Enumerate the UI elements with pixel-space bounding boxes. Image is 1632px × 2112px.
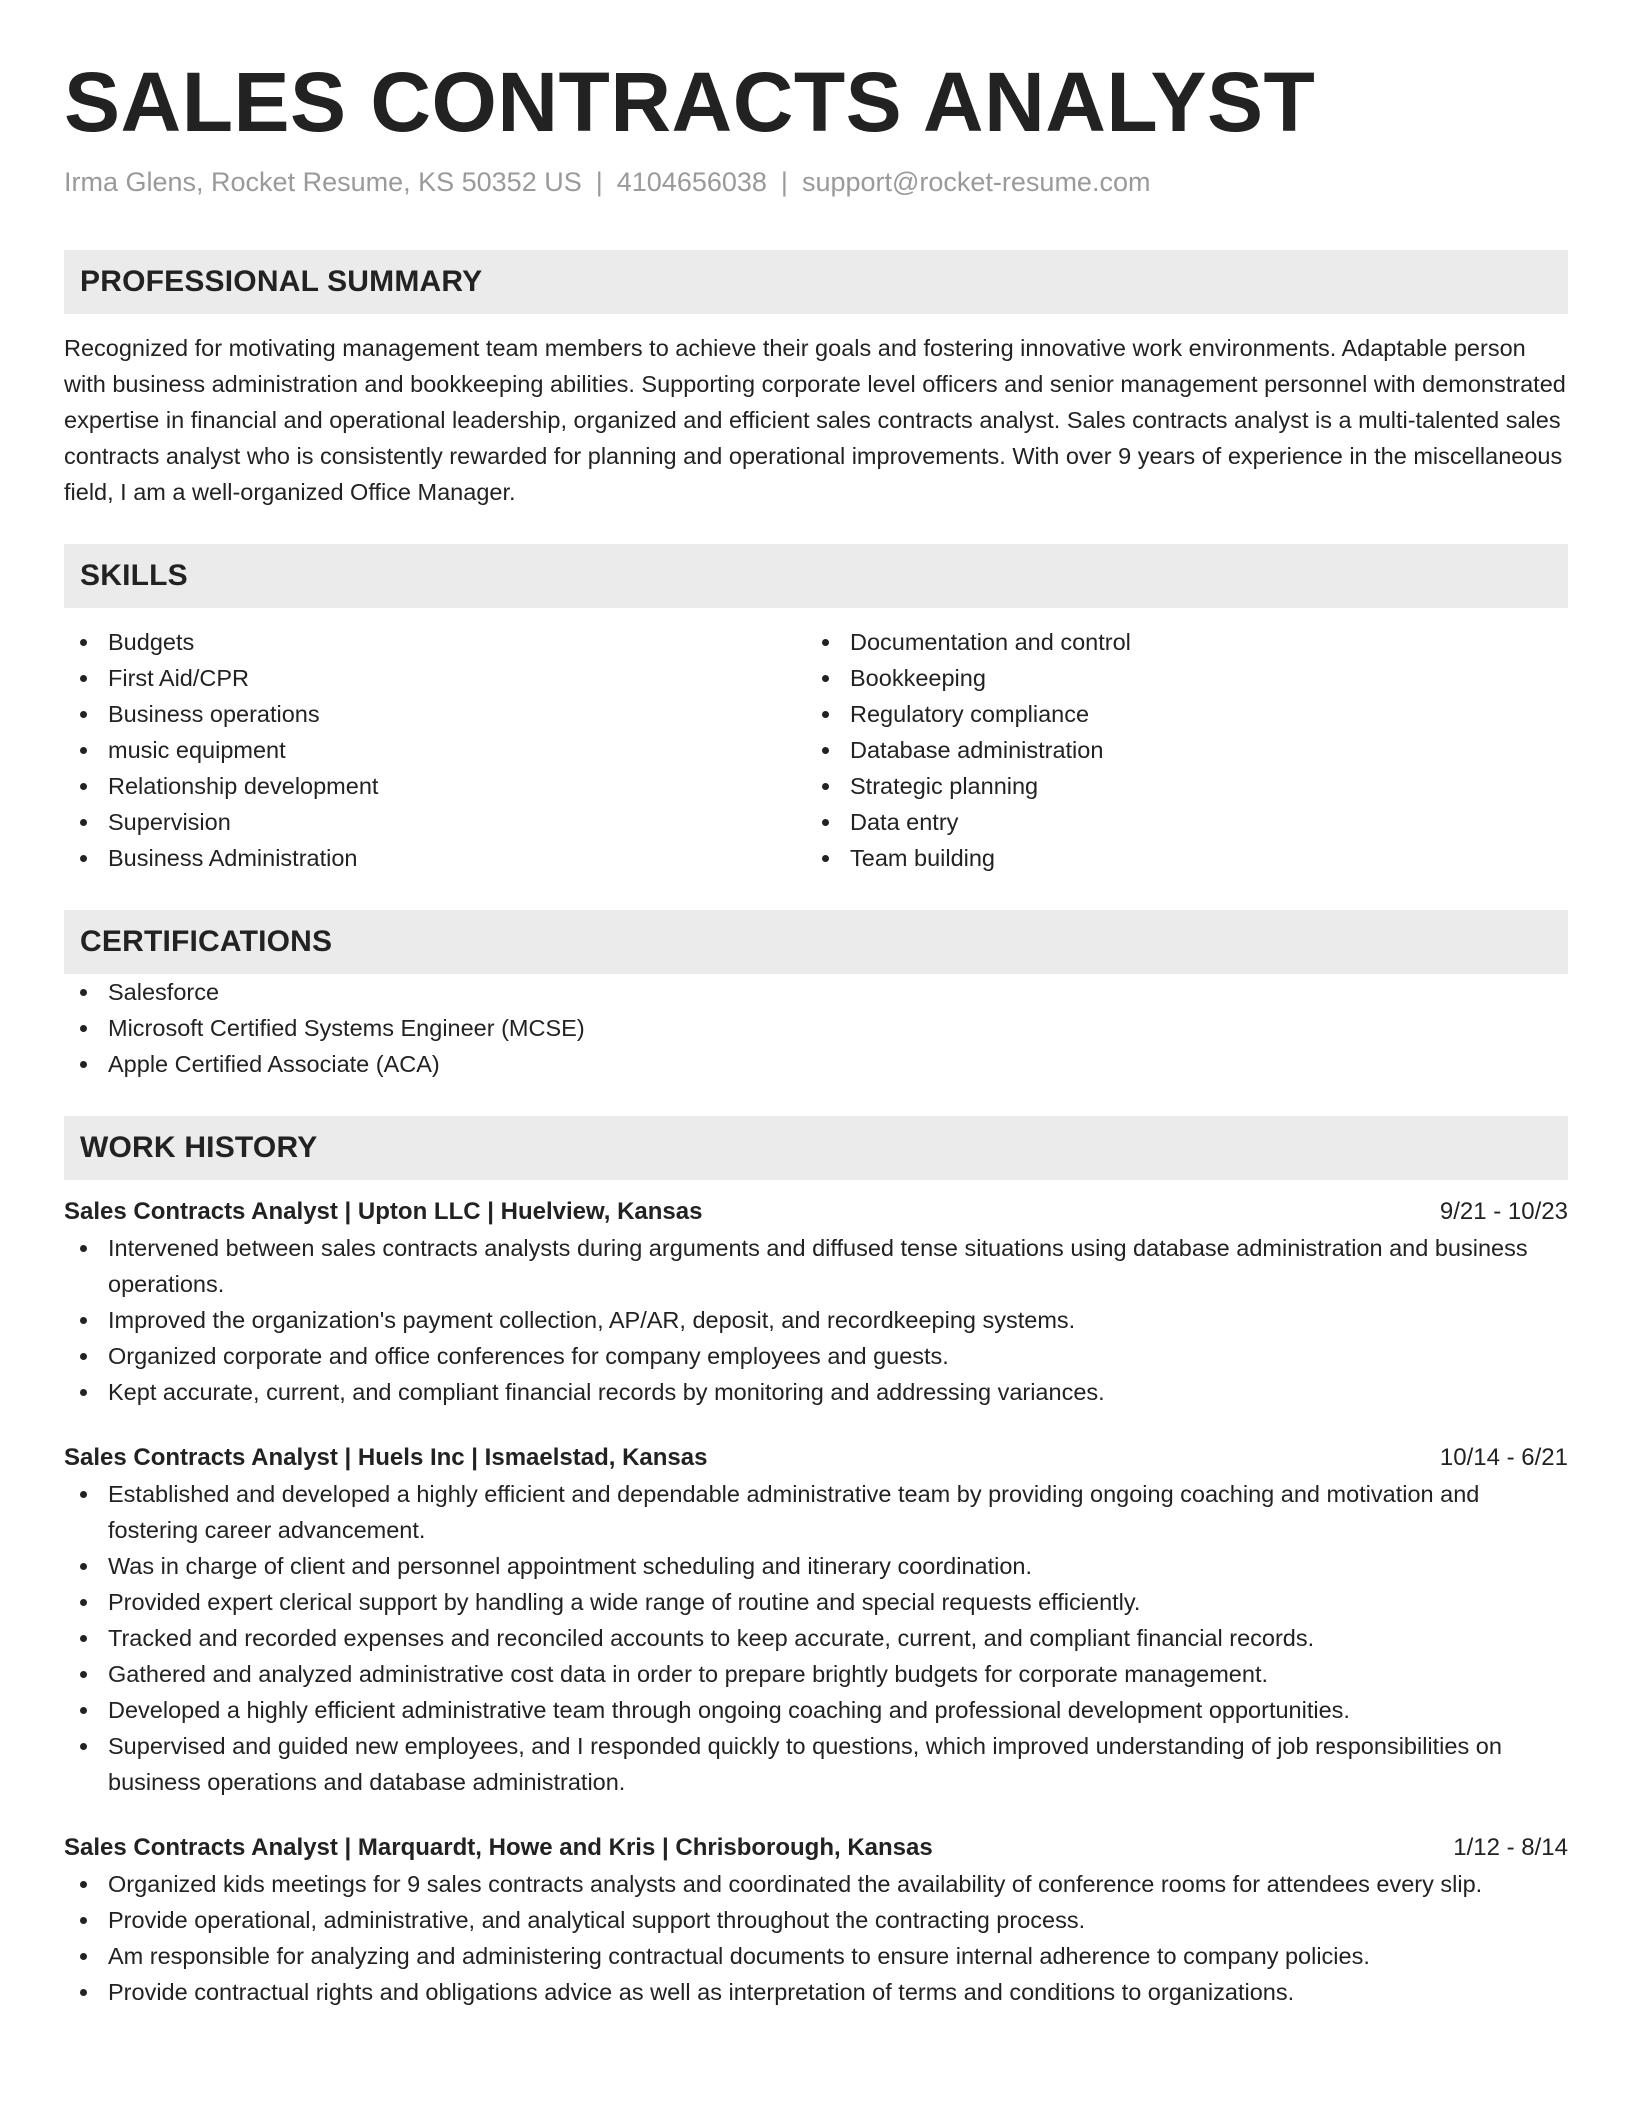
skill-item: Documentation and control	[806, 624, 1548, 660]
skills-list	[64, 624, 1568, 876]
skill-item: Business Administration	[64, 840, 806, 876]
skills-section-header	[64, 544, 1568, 608]
skills-column-right	[806, 624, 1548, 876]
job-header	[64, 1194, 1568, 1230]
job-duty-item: Was in charge of client and personnel appointment scheduling and itinerary coordination.	[64, 1548, 1568, 1584]
skills-left-list	[64, 624, 806, 876]
job-duty-item: Organized kids meetings for 9 sales contracts analysts and coordinated the availability of conference rooms for attendees every slip.	[64, 1866, 1568, 1902]
skill-item: Regulatory compliance	[806, 696, 1548, 732]
section-title-skills: SKILLS	[80, 559, 188, 592]
skills-right-list	[806, 624, 1548, 876]
job-duty-item: Supervised and guided new employees, and I responded quickly to questions, which improved understanding of job responsibilities on business operations and database administration.	[64, 1728, 1568, 1800]
job-duty-item: Gathered and analyzed administrative cost data in order to prepare brightly budgets for corporate management.	[64, 1656, 1568, 1692]
summary-text: Recognized for motivating management team members to achieve their goals and fostering innovative work environments. Adaptable person with business administration and bookkeeping abilities. Supporting corporate level officers and senior management personnel with demonstrated expertise in financial and operational leadership, organized and efficient sales contracts analyst. Sales contracts analyst is a multi-talented sales contracts analyst who is consistently rewarded for planning and operational improvements. With over 9 years of experience in the miscellaneous field, I am a well-organized Office Manager.	[64, 335, 1566, 505]
section-title-work-history: WORK HISTORY	[80, 1131, 318, 1164]
skill-item: Budgets	[64, 624, 806, 660]
job-duty-item: Organized corporate and office conferences for company employees and guests.	[64, 1338, 1568, 1374]
certifications-list	[64, 974, 1568, 1082]
skill-item: Data entry	[806, 804, 1548, 840]
job-duty-item: Am responsible for analyzing and administering contractual documents to ensure internal adherence to company policies.	[64, 1938, 1568, 1974]
job-entry	[64, 1440, 1568, 1800]
job-dates: 9/21 - 10/23	[1439, 1198, 1568, 1225]
work-history-section-header	[64, 1116, 1568, 1180]
contact-line	[64, 164, 1568, 200]
job-title: Sales Contracts Analyst | Upton LLC | Huelview, Kansas	[64, 1198, 703, 1225]
section-title-certifications: CERTIFICATIONS	[80, 925, 333, 958]
certification-item: Salesforce	[64, 974, 1568, 1010]
certification-item: Microsoft Certified Systems Engineer (MCSE)	[64, 1010, 1568, 1046]
contact-address: Irma Glens, Rocket Resume, KS 50352 US	[64, 167, 582, 197]
skill-item: Relationship development	[64, 768, 806, 804]
job-duty-item: Tracked and recorded expenses and reconciled accounts to keep accurate, current, and compliant financial records.	[64, 1620, 1568, 1656]
page-title: SALES CONTRACTS ANALYST	[64, 55, 1316, 149]
job-duty-item: Improved the organization's payment collection, AP/AR, deposit, and recordkeeping systems.	[64, 1302, 1568, 1338]
job-dates: 1/12 - 8/14	[1453, 1834, 1568, 1861]
contact-phone: 4104656038	[616, 167, 767, 197]
summary-section-header	[64, 250, 1568, 314]
contact-email: support@rocket-resume.com	[801, 167, 1151, 197]
contact-separator: |	[595, 167, 603, 197]
job-duties-list	[64, 1866, 1568, 2010]
contact-separator: |	[780, 167, 788, 197]
certification-item: Apple Certified Associate (ACA)	[64, 1046, 1568, 1082]
job-header	[64, 1830, 1568, 1866]
resume-page	[64, 52, 1568, 2010]
skill-item: Bookkeeping	[806, 660, 1548, 696]
job-duties-list	[64, 1230, 1568, 1410]
job-dates: 10/14 - 6/21	[1439, 1444, 1568, 1471]
job-duty-item: Provided expert clerical support by handling a wide range of routine and special requests efficiently.	[64, 1584, 1568, 1620]
job-duty-item: Intervened between sales contracts analysts during arguments and diffused tense situations using database administration and business operations.	[64, 1230, 1568, 1302]
job-title: Sales Contracts Analyst | Huels Inc | Ismaelstad, Kansas	[64, 1444, 708, 1471]
job-duty-item: Kept accurate, current, and compliant financial records by monitoring and addressing variances.	[64, 1374, 1568, 1410]
skill-item: Supervision	[64, 804, 806, 840]
job-duty-item: Provide operational, administrative, and analytical support throughout the contracting process.	[64, 1902, 1568, 1938]
job-duty-item: Provide contractual rights and obligations advice as well as interpretation of terms and conditions to organizations.	[64, 1974, 1568, 2010]
certifications-section-header	[64, 910, 1568, 974]
skills-column-left	[64, 624, 806, 876]
job-duty-item: Developed a highly efficient administrative team through ongoing coaching and professional development opportunities.	[64, 1692, 1568, 1728]
skill-item: Strategic planning	[806, 768, 1548, 804]
skill-item: Database administration	[806, 732, 1548, 768]
job-duties-list	[64, 1476, 1568, 1800]
skill-item: Business operations	[64, 696, 806, 732]
job-title: Sales Contracts Analyst | Marquardt, Howe and Kris | Chrisborough, Kansas	[64, 1834, 933, 1861]
section-title-summary: PROFESSIONAL SUMMARY	[80, 265, 483, 298]
job-duty-item: Established and developed a highly efficient and dependable administrative team by providing ongoing coaching and motivation and fostering career advancement.	[64, 1476, 1568, 1548]
job-entry	[64, 1194, 1568, 1410]
skill-item: Team building	[806, 840, 1548, 876]
work-history-list	[64, 1194, 1568, 2010]
skill-item: music equipment	[64, 732, 806, 768]
job-header	[64, 1440, 1568, 1476]
skill-item: First Aid/CPR	[64, 660, 806, 696]
job-entry	[64, 1830, 1568, 2010]
